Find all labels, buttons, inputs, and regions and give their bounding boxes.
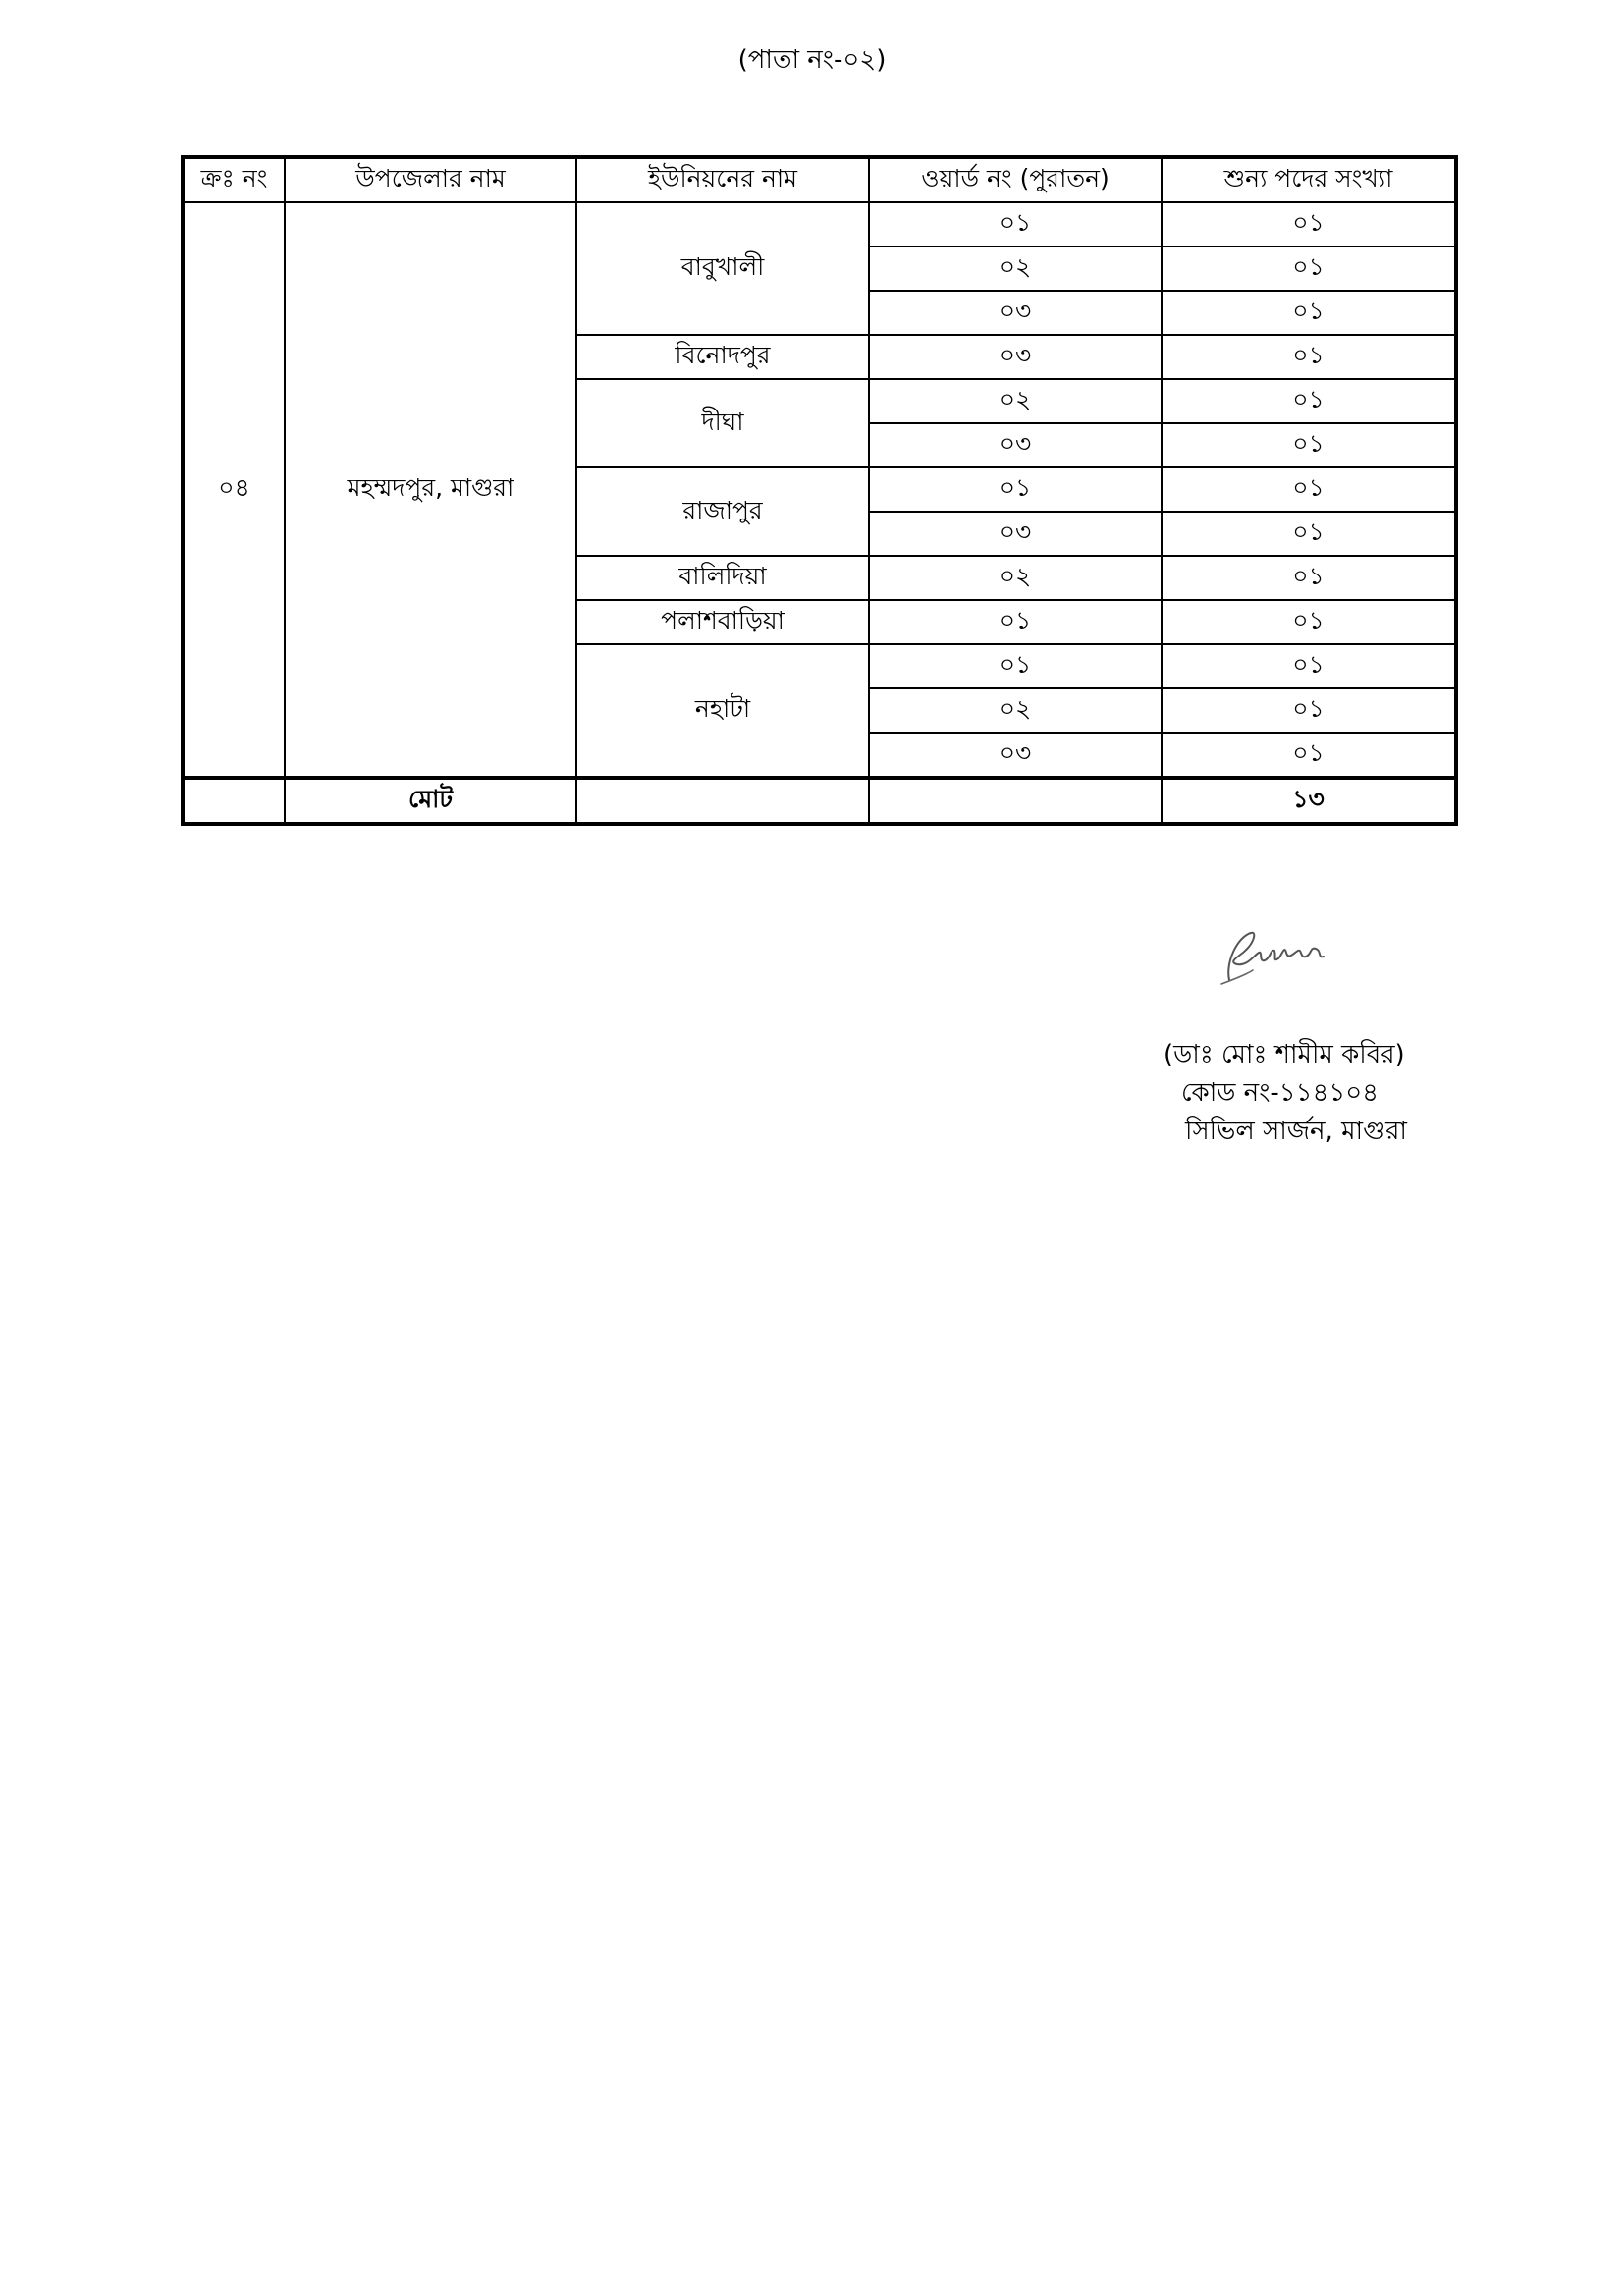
union-cell: দীঘা <box>576 379 869 467</box>
upazila-cell: মহম্মদপুর, মাগুরা <box>285 202 576 778</box>
ward-cell: ০১ <box>869 467 1162 512</box>
ward-cell: ০২ <box>869 246 1162 291</box>
total-serial-cell <box>183 778 285 824</box>
header-union: ইউনিয়নের নাম <box>576 157 869 202</box>
ward-cell: ০২ <box>869 379 1162 423</box>
vacancy-cell: ০১ <box>1162 467 1456 512</box>
union-cell: বালিদিয়া <box>576 556 869 600</box>
vacancy-cell: ০১ <box>1162 688 1456 733</box>
ward-cell: ০২ <box>869 556 1162 600</box>
ward-cell: ০৩ <box>869 335 1162 379</box>
ward-cell: ০৩ <box>869 423 1162 467</box>
ward-cell: ০১ <box>869 644 1162 688</box>
union-cell: নহাটা <box>576 644 869 778</box>
page-number: (পাতা নং-০২) <box>737 45 887 75</box>
vacancy-cell: ০১ <box>1162 291 1456 335</box>
header-vacancies: শুন্য পদের সংখ্যা <box>1162 157 1456 202</box>
ward-cell: ০১ <box>869 600 1162 644</box>
total-row <box>183 778 1456 824</box>
vacancy-cell: ০১ <box>1162 423 1456 467</box>
signatory-block <box>1164 1036 1407 1151</box>
signatory-name: (ডাঃ মোঃ শামীম কবির) <box>1164 1040 1405 1069</box>
vacancy-cell: ০১ <box>1162 556 1456 600</box>
table-row <box>183 202 1456 246</box>
union-cell: বাবুখালী <box>576 202 869 335</box>
handwritten-signature <box>1208 923 1345 992</box>
ward-cell: ০৩ <box>869 291 1162 335</box>
header-ward: ওয়ার্ড নং (পুরাতন) <box>869 157 1162 202</box>
union-cell: বিনোদপুর <box>576 335 869 379</box>
vacancy-cell: ০১ <box>1162 600 1456 644</box>
header-upazila: উপজেলার নাম <box>285 157 576 202</box>
ward-cell: ০২ <box>869 688 1162 733</box>
total-ward-cell <box>869 778 1162 824</box>
vacancy-table <box>181 155 1458 826</box>
vacancy-cell: ০১ <box>1162 202 1456 246</box>
total-union-cell <box>576 778 869 824</box>
union-cell: রাজাপুর <box>576 467 869 556</box>
serial-cell: ০৪ <box>183 202 285 778</box>
union-cell: পলাশবাড়িয়া <box>576 600 869 644</box>
signatory-designation: সিভিল সার্জন, মাগুরা <box>1185 1117 1407 1146</box>
table-header-row <box>183 157 1456 202</box>
vacancy-cell: ০১ <box>1162 246 1456 291</box>
signatory-code: কোড নং-১১৪১০৪ <box>1181 1078 1380 1108</box>
vacancy-cell: ০১ <box>1162 379 1456 423</box>
header-serial: ক্রঃ নং <box>183 157 285 202</box>
total-label-cell: মোট <box>285 778 576 824</box>
vacancy-cell: ০১ <box>1162 512 1456 556</box>
vacancy-cell: ০১ <box>1162 733 1456 778</box>
ward-cell: ০১ <box>869 202 1162 246</box>
total-value-cell: ১৩ <box>1162 778 1456 824</box>
vacancy-cell: ০১ <box>1162 335 1456 379</box>
vacancy-cell: ০১ <box>1162 644 1456 688</box>
table-body <box>183 202 1456 824</box>
ward-cell: ০৩ <box>869 733 1162 778</box>
ward-cell: ০৩ <box>869 512 1162 556</box>
